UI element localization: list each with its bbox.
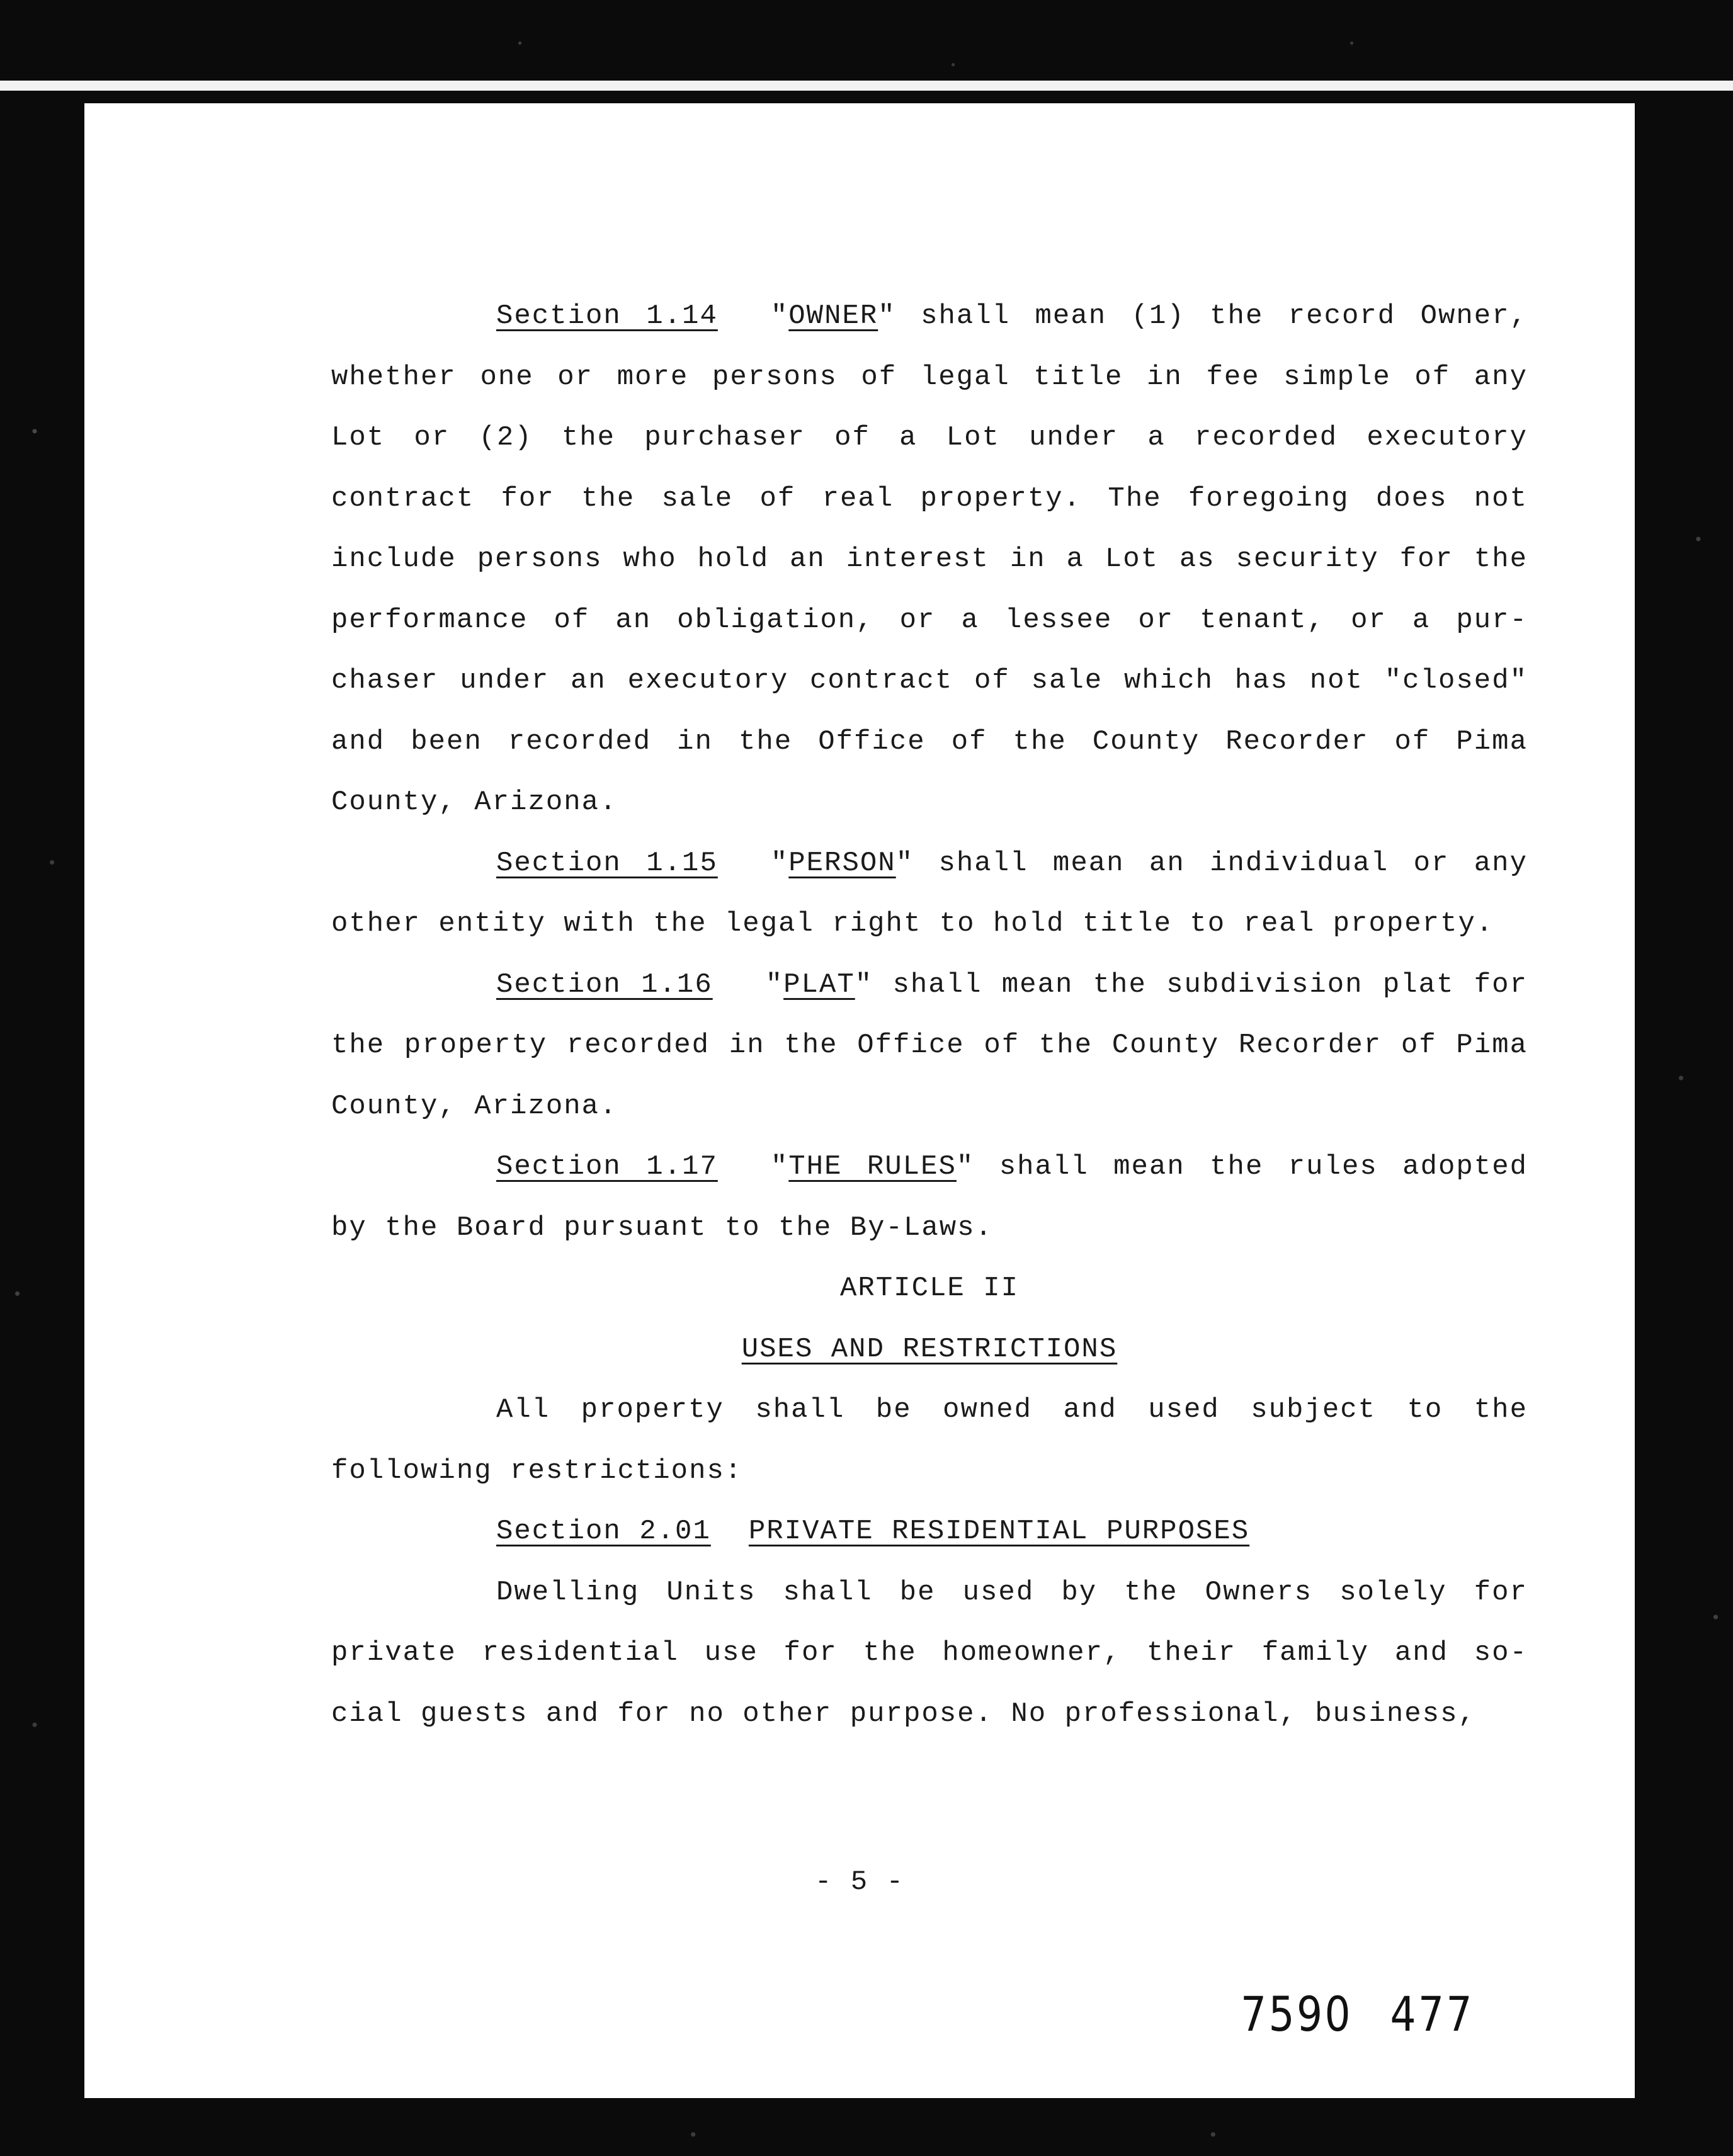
article-number: ARTICLE II — [839, 1273, 1020, 1304]
section-2-01-title: PRIVATE RESIDENTIAL PURPOSES — [748, 1516, 1250, 1547]
section-1-14-line: Lot or (2) the purchaser of a Lot under a recorded executory — [331, 422, 1528, 453]
scan-edge-strip — [0, 81, 1733, 91]
section-1-14-line: include persons who hold an interest in a Lot as security for the — [331, 543, 1528, 575]
section-1-14-line: shall mean (1) the record Owner, — [921, 300, 1528, 332]
section-1-16: Section 1.16 "PLAT" shall mean the subdivision plat for the property recorded in the Office of the County Recorder of Pima County, Arizona. — [331, 968, 1528, 1122]
section-1-15-label: Section 1.15 — [496, 847, 718, 879]
section-1-14-label: Section 1.14 — [496, 300, 718, 332]
section-1-15-line: other entity with the legal right to hold title to real property. — [331, 908, 1494, 939]
article-intro-line: All property shall be owned and used subject to the — [496, 1394, 1528, 1426]
document-page — [84, 103, 1635, 2098]
document-body — [331, 286, 1528, 1744]
article-intro — [331, 1380, 1528, 1501]
section-2-01-label: Section 2.01 — [496, 1516, 711, 1547]
section-1-16-label: Section 1.16 — [496, 968, 713, 1001]
section-1-14-term: OWNER — [788, 300, 878, 332]
section-1-14: Section 1.14 "OWNER" shall mean (1) the record Owner, whether one or more persons of legal title in fee simple of any Lot or (2) the purchaser of a Lot under a recorded executory contract for the sale of real property. The foregoing does not include persons who hold an interest in a Lot as security for the performance of an obligation, or a lessee or tenant, or a pur- chaser under an executory contract of sale which has not "closed" and been recorded in the Office of the County Recorder of Pima County, Arizona. — [331, 300, 1528, 818]
section-1-16-line: shall mean the subdivision plat — [892, 968, 1455, 1001]
section-1-14-line: and been recorded in the Office of the County Recorder of Pima — [331, 725, 1528, 757]
page-number: - 5 - — [814, 1866, 905, 1898]
section-1-17-line: by the Board pursuant to the By-Laws. — [331, 1211, 993, 1244]
section-1-15: Section 1.15 "PERSON" shall mean an individual or any other entity with the legal right to hold title to real property. — [331, 847, 1528, 939]
section-1-15-line: shall mean an individual or any — [938, 847, 1528, 879]
section-1-15-term: PERSON — [788, 847, 896, 879]
section-1-17-label: Section 1.17 — [496, 1151, 718, 1183]
article-title-row — [331, 1319, 1528, 1380]
section-1-16-line: for the property recorded in the Office of the County Recorder of — [331, 968, 1528, 1061]
section-2-01-line: cial guests and for no other purpose. No professional, business, — [331, 1698, 1476, 1730]
section-1-14-line: whether one or more persons of legal title in fee simple of any — [331, 361, 1528, 393]
section-2-01-line: Dwelling Units shall be used by the Owners solely for — [496, 1576, 1528, 1608]
section-1-16-term: PLAT — [783, 968, 855, 1001]
section-1-17-term: THE RULES — [788, 1151, 957, 1183]
section-1-17: Section 1.17 "THE RULES" shall mean the rules adopted by the Board pursuant to the By-Laws. — [331, 1151, 1528, 1244]
article-intro-line: following restrictions: — [331, 1455, 743, 1487]
section-1-14-line: County, Arizona. — [331, 786, 618, 818]
section-1-14-line: contract for the sale of real property. The foregoing does not — [331, 482, 1528, 514]
recording-number — [1241, 1986, 1474, 2042]
docket-page: 477 — [1390, 1986, 1475, 2042]
section-1-16-line: Pima County, Arizona. — [331, 1030, 1528, 1122]
section-1-14-line: chaser under an executory contract of sale which has not "closed" — [331, 665, 1528, 696]
docket-number: 7590 — [1241, 1986, 1353, 2042]
section-1-14-line: performance of an obligation, or a lessee or tenant, or a pur- — [331, 604, 1528, 636]
section-2-01-line: private residential use for the homeowner, their family and so- — [331, 1637, 1528, 1669]
article-title: USES AND RESTRICTIONS — [741, 1333, 1118, 1365]
section-2-01 — [331, 1562, 1528, 1745]
section-1-17-line: shall mean the rules adopted — [999, 1151, 1528, 1183]
section-2-01-heading — [331, 1501, 1528, 1562]
